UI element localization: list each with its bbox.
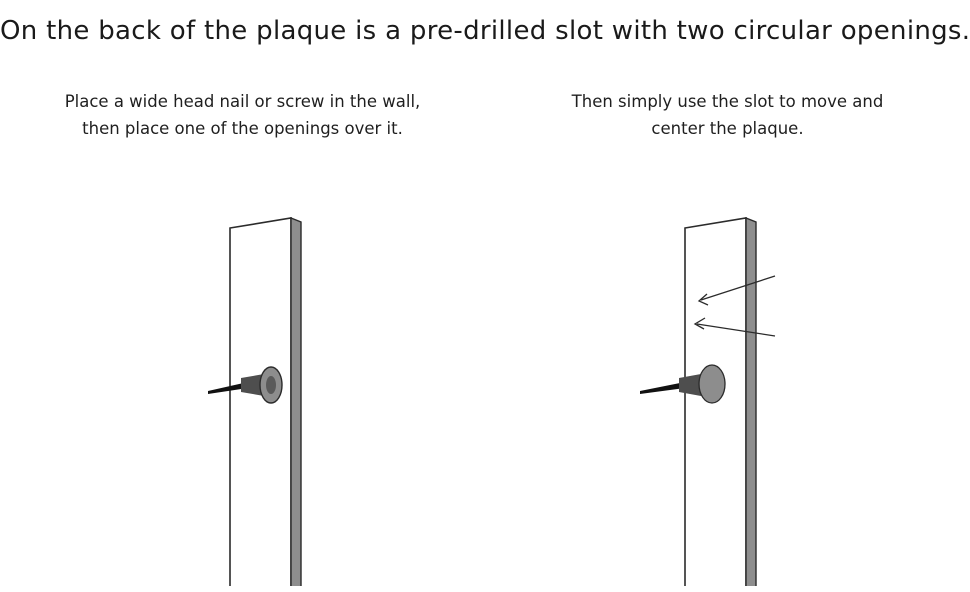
caption-line-1: Place a wide head nail or screw in the wall, [64, 92, 421, 111]
plaque-with-nail-illustration [0, 146, 485, 586]
plaque-face [230, 218, 291, 586]
plaque-edge [291, 218, 301, 586]
caption-line-2: then place one of the openings over it. [82, 119, 403, 138]
panel-right [485, 88, 970, 588]
panel-left-caption [0, 88, 485, 142]
page-title: On the back of the plaque is a pre-drilled slot with two circular openings. [0, 16, 970, 46]
panel-left [0, 88, 485, 588]
caption-line-2: center the plaque. [651, 119, 804, 138]
caption-line-1: Then simply use the slot to move and [571, 92, 884, 111]
panel-right-caption [485, 88, 970, 142]
nail-icon [640, 365, 725, 403]
plaque-edge [746, 218, 756, 586]
plaque-slot-adjust-illustration [485, 146, 970, 586]
